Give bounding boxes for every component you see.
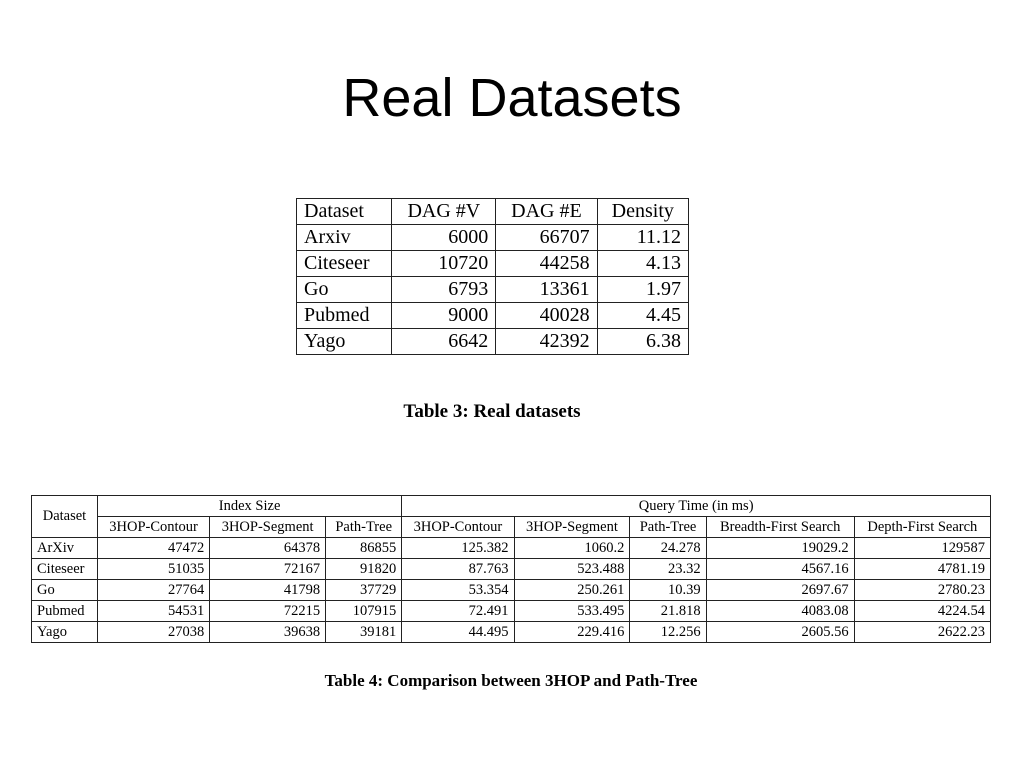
density-value: 11.12 [597,225,688,251]
table-cell: 23.32 [630,559,706,580]
dag-v-value: 10720 [392,251,496,277]
table-cell: 51035 [97,559,209,580]
dag-e-value: 40028 [496,303,597,329]
header-query-3hop-contour: 3HOP-Contour [402,517,514,538]
table-cell: 39638 [210,622,326,643]
table-row [297,329,689,355]
dataset-name: ArXiv [32,538,98,559]
header-dag-e: DAG #E [496,199,597,225]
header-query-path-tree: Path-Tree [630,517,706,538]
density-value: 1.97 [597,277,688,303]
density-value: 4.13 [597,251,688,277]
dataset-name: Go [32,580,98,601]
table-cell: 64378 [210,538,326,559]
table-cell: 4781.19 [854,559,990,580]
dag-v-value: 6000 [392,225,496,251]
table-row [297,251,689,277]
header-query-bfs: Breadth-First Search [706,517,854,538]
header-index-3hop-contour: 3HOP-Contour [97,517,209,538]
header-index-3hop-segment: 3HOP-Segment [210,517,326,538]
density-value: 6.38 [597,329,688,355]
table-group-header-row [32,496,991,517]
header-dataset: Dataset [297,199,392,225]
table-cell: 4224.54 [854,601,990,622]
table-cell: 47472 [97,538,209,559]
table-cell: 41798 [210,580,326,601]
table3-caption: Table 3: Real datasets [403,401,581,422]
table-cell: 72215 [210,601,326,622]
table-cell: 91820 [326,559,402,580]
table-cell: 44.495 [402,622,514,643]
header-query-3hop-segment: 3HOP-Segment [514,517,630,538]
table-cell: 72.491 [402,601,514,622]
table-cell: 2605.56 [706,622,854,643]
table-cell: 2622.23 [854,622,990,643]
table-cell: 533.495 [514,601,630,622]
density-value: 4.45 [597,303,688,329]
table-cell: 229.416 [514,622,630,643]
dataset-name: Pubmed [32,601,98,622]
dataset-name: Yago [297,329,392,355]
header-query-dfs: Depth-First Search [854,517,990,538]
table-cell: 39181 [326,622,402,643]
header-index-size: Index Size [97,496,401,517]
table-row [297,303,689,329]
dag-v-value: 6642 [392,329,496,355]
table-cell: 10.39 [630,580,706,601]
slide-title: Real Datasets [342,68,682,128]
comparison-table [31,495,991,643]
header-dag-v: DAG #V [392,199,496,225]
dataset-name: Citeseer [297,251,392,277]
table-row [32,622,991,643]
dataset-name: Arxiv [297,225,392,251]
table-cell: 12.256 [630,622,706,643]
table-cell: 24.278 [630,538,706,559]
table-row [32,559,991,580]
dataset-name: Citeseer [32,559,98,580]
table-cell: 87.763 [402,559,514,580]
table-cell: 2780.23 [854,580,990,601]
table-cell: 129587 [854,538,990,559]
table-header-row [297,199,689,225]
table-cell: 19029.2 [706,538,854,559]
table-row [32,580,991,601]
table-cell: 27764 [97,580,209,601]
dag-e-value: 13361 [496,277,597,303]
table-cell: 107915 [326,601,402,622]
table4-caption: Table 4: Comparison between 3HOP and Path-Tree [324,671,698,690]
table-cell: 72167 [210,559,326,580]
header-query-time: Query Time (in ms) [402,496,991,517]
dag-e-value: 44258 [496,251,597,277]
header-density: Density [597,199,688,225]
table-cell: 54531 [97,601,209,622]
dag-e-value: 42392 [496,329,597,355]
table-cell: 53.354 [402,580,514,601]
table-row [297,277,689,303]
table-cell: 125.382 [402,538,514,559]
table-cell: 86855 [326,538,402,559]
table-cell: 27038 [97,622,209,643]
header-index-path-tree: Path-Tree [326,517,402,538]
table-cell: 2697.67 [706,580,854,601]
header-dataset: Dataset [32,496,98,538]
table-cell: 21.818 [630,601,706,622]
dag-e-value: 66707 [496,225,597,251]
dag-v-value: 9000 [392,303,496,329]
table-sub-header-row [32,517,991,538]
table-row [32,601,991,622]
table-cell: 250.261 [514,580,630,601]
table-row [297,225,689,251]
table-cell: 37729 [326,580,402,601]
table-row [32,538,991,559]
table-cell: 4567.16 [706,559,854,580]
dag-v-value: 6793 [392,277,496,303]
table-cell: 1060.2 [514,538,630,559]
table-cell: 523.488 [514,559,630,580]
dataset-name: Yago [32,622,98,643]
dataset-name: Go [297,277,392,303]
table-cell: 4083.08 [706,601,854,622]
dataset-name: Pubmed [297,303,392,329]
real-datasets-table [296,198,689,355]
